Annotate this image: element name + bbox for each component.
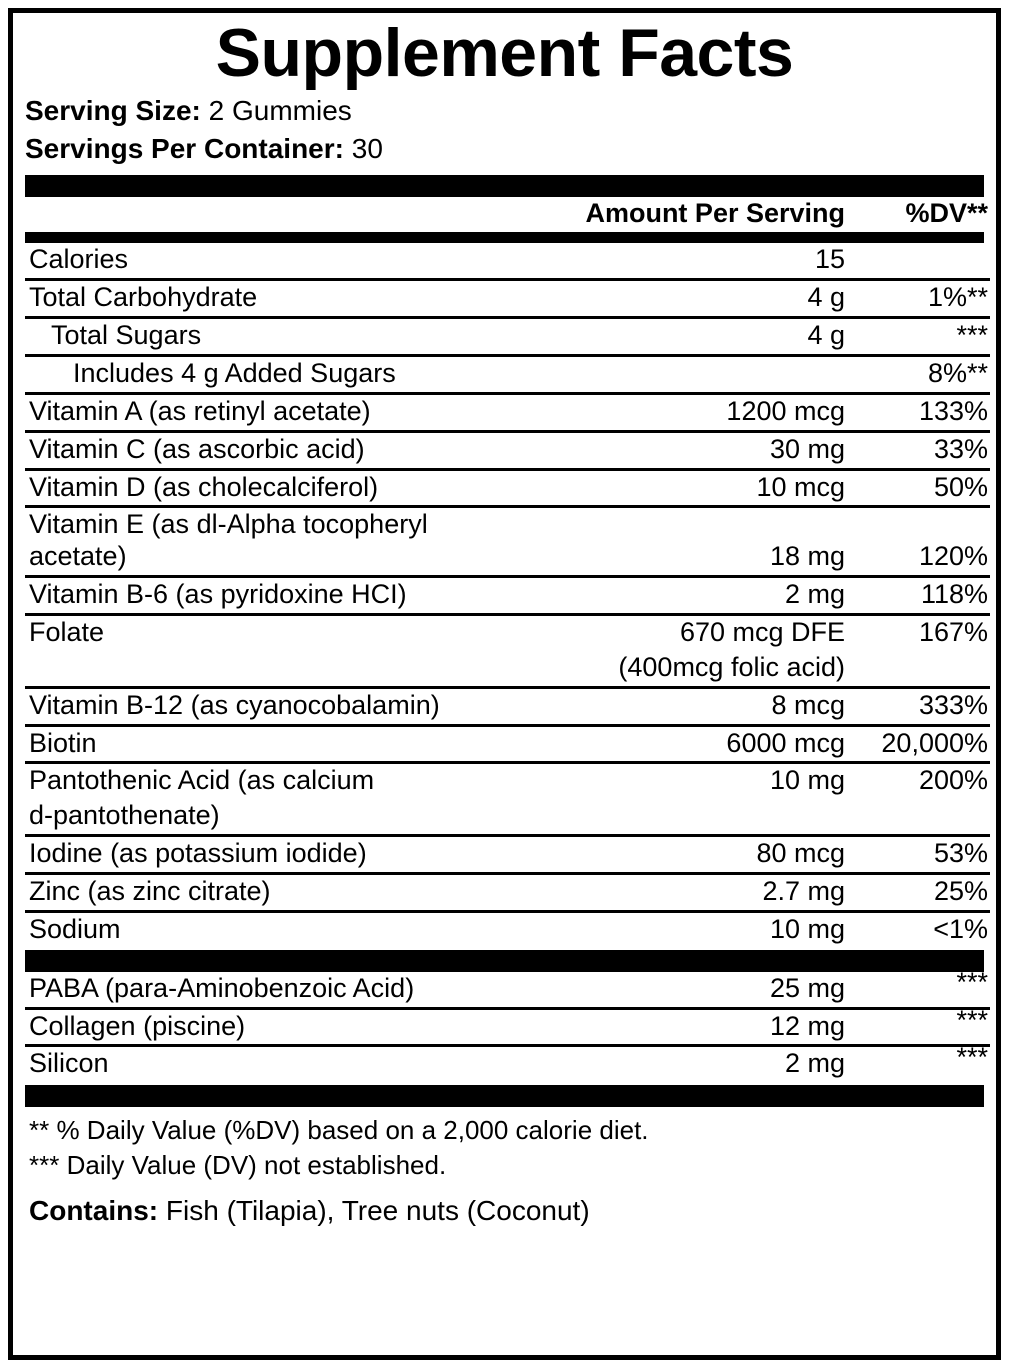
- nutrient-name: Calories: [25, 243, 515, 279]
- nutrient-amount: 4 g: [515, 318, 845, 356]
- nutrient-dv: 50%: [845, 469, 990, 507]
- table-row: [25, 355, 990, 393]
- dv-not-established-marker: ***: [956, 1004, 988, 1035]
- nutrient-name: Iodine (as potassium iodide): [25, 836, 515, 874]
- nutrient-dv: [845, 966, 990, 1008]
- nutrient-amount: 4 g: [515, 280, 845, 318]
- table-row: [25, 836, 990, 874]
- nutrient-name: Biotin: [25, 725, 515, 763]
- table-row: [25, 469, 990, 507]
- nutrient-dv: [845, 243, 990, 279]
- page-title: Supplement Facts: [215, 15, 794, 91]
- table-row: [25, 393, 990, 431]
- table-header-row: [25, 197, 990, 233]
- divider-medium-header: [25, 232, 984, 243]
- table-row: [25, 243, 990, 279]
- nutrient-amount: 8 mcg: [515, 687, 845, 725]
- contains-label: Contains:: [29, 1195, 159, 1227]
- nutrient-amount: 25 mg: [515, 972, 845, 1008]
- divider-thick-top: [25, 175, 984, 197]
- column-header-amount: Amount Per Serving: [585, 197, 845, 228]
- nutrient-name: Silicon: [29, 1048, 109, 1079]
- nutrient-amount: 12 mg: [515, 1008, 845, 1046]
- serving-size-line: [25, 92, 984, 130]
- nutrient-dv-continuation: [845, 651, 990, 687]
- nutrient-amount-continuation: (400mcg folic acid): [515, 651, 845, 687]
- table-row-continuation: [25, 799, 990, 835]
- column-header-dv: %DV**: [905, 197, 988, 228]
- table-row: [25, 280, 990, 318]
- nutrient-amount: 670 mcg DFE: [679, 616, 845, 647]
- nutrition-rows: [25, 243, 990, 947]
- nutrient-dv: 25%: [845, 873, 990, 911]
- nutrient-amount: 10 mcg: [515, 469, 845, 507]
- nutrient-dv: 133%: [845, 393, 990, 431]
- servings-per-container-line: [25, 130, 984, 168]
- secondary-ingredients-table: [25, 966, 990, 1083]
- table-row: [25, 1046, 990, 1082]
- table-row: [25, 687, 990, 725]
- nutrient-amount: 18 mg: [515, 507, 845, 577]
- nutrient-amount: 10 mg: [769, 765, 845, 796]
- nutrient-dv: ***: [845, 318, 990, 356]
- nutrient-dv: 167%: [918, 616, 988, 647]
- table-row: [25, 431, 990, 469]
- nutrient-name: Collagen (piscine): [25, 1008, 515, 1046]
- contains-statement: [25, 1183, 984, 1229]
- nutrient-dv: [845, 1042, 990, 1082]
- nutrient-amount: 6000 mcg: [515, 725, 845, 763]
- footnote-dv-not-established: *** Daily Value (DV) not established.: [29, 1150, 447, 1181]
- table-row: [25, 873, 990, 911]
- dv-not-established-marker: ***: [956, 1042, 988, 1073]
- nutrient-dv: 333%: [845, 687, 990, 725]
- contains-value: Fish (Tilapia), Tree nuts (Coconut): [165, 1195, 590, 1227]
- serving-size-value: 2 Gummies: [208, 95, 352, 127]
- footnote-dv-basis: ** % Daily Value (%DV) based on a 2,000 calorie diet.: [29, 1115, 649, 1146]
- divider-thick-bottom: [25, 1085, 984, 1107]
- table-row: [25, 507, 990, 577]
- nutrient-dv: 8%**: [845, 355, 990, 393]
- nutrient-name: Zinc (as zinc citrate): [25, 873, 515, 911]
- nutrient-name: Total Carbohydrate: [25, 280, 515, 318]
- nutrient-name-continuation: [25, 651, 515, 687]
- nutrient-dv: 120%: [845, 507, 990, 577]
- table-row: [25, 1008, 990, 1046]
- nutrient-name: Includes 4 g Added Sugars: [25, 355, 515, 393]
- servings-per-container-label: Servings Per Container:: [25, 133, 344, 165]
- nutrient-amount: 10 mg: [769, 913, 845, 944]
- nutrient-name: Vitamin D (as cholecalciferol): [25, 469, 515, 507]
- supplement-facts-panel: [8, 8, 1001, 1360]
- nutrient-dv: 53%: [845, 836, 990, 874]
- nutrient-name: Vitamin B-6 (as pyridoxine HCI): [25, 577, 515, 615]
- nutrient-dv-continuation: [845, 799, 990, 835]
- table-row: [25, 577, 990, 615]
- nutrient-amount: 1200 mcg: [515, 393, 845, 431]
- nutrient-dv: 1%**: [845, 280, 990, 318]
- nutrient-name: PABA (para-Aminobenzoic Acid): [25, 972, 515, 1008]
- nutrient-amount: 2 mg: [515, 577, 845, 615]
- column-header-name: [25, 197, 515, 233]
- nutrient-dv: 118%: [845, 577, 990, 615]
- servings-per-container-value: 30: [351, 133, 383, 165]
- nutrient-name: Vitamin E (as dl-Alpha tocopheryl acetate): [25, 507, 515, 577]
- nutrient-dv: [845, 1004, 990, 1046]
- nutrient-dv: 20,000%: [845, 725, 990, 763]
- table-row: [25, 972, 990, 1008]
- nutrient-name: Pantothenic Acid (as calcium: [29, 765, 375, 796]
- nutrient-amount: 2 mg: [784, 1048, 845, 1079]
- footnotes: [25, 1107, 984, 1183]
- divider-thick-middle: [25, 950, 984, 972]
- nutrient-name: Folate: [29, 616, 105, 647]
- nutrient-name: Sodium: [29, 913, 121, 944]
- nutrient-name: Vitamin A (as retinyl acetate): [25, 393, 515, 431]
- nutrient-dv: 33%: [845, 431, 990, 469]
- table-row: [25, 318, 990, 356]
- serving-size-label: Serving Size:: [25, 95, 201, 127]
- nutrient-name: Total Sugars: [25, 318, 515, 356]
- table-row: [25, 614, 990, 650]
- nutrition-table: [25, 197, 990, 233]
- nutrient-dv: 200%: [918, 765, 988, 796]
- nutrient-amount: 15: [515, 243, 845, 279]
- nutrient-dv: <1%: [933, 913, 988, 944]
- nutrient-amount: 80 mcg: [515, 836, 845, 874]
- nutrient-name: Vitamin C (as ascorbic acid): [25, 431, 515, 469]
- table-row: [25, 911, 990, 947]
- table-row: [25, 763, 990, 799]
- table-row-continuation: [25, 651, 990, 687]
- nutrient-amount-continuation: [515, 799, 845, 835]
- nutrient-amount: 30 mg: [515, 431, 845, 469]
- nutrient-amount: [515, 355, 845, 393]
- nutrient-name-continuation: d-pantothenate): [25, 799, 515, 835]
- nutrient-amount: 2.7 mg: [515, 873, 845, 911]
- dv-not-established-marker: ***: [956, 966, 988, 997]
- nutrient-name: Vitamin B-12 (as cyanocobalamin): [25, 687, 515, 725]
- table-row: [25, 725, 990, 763]
